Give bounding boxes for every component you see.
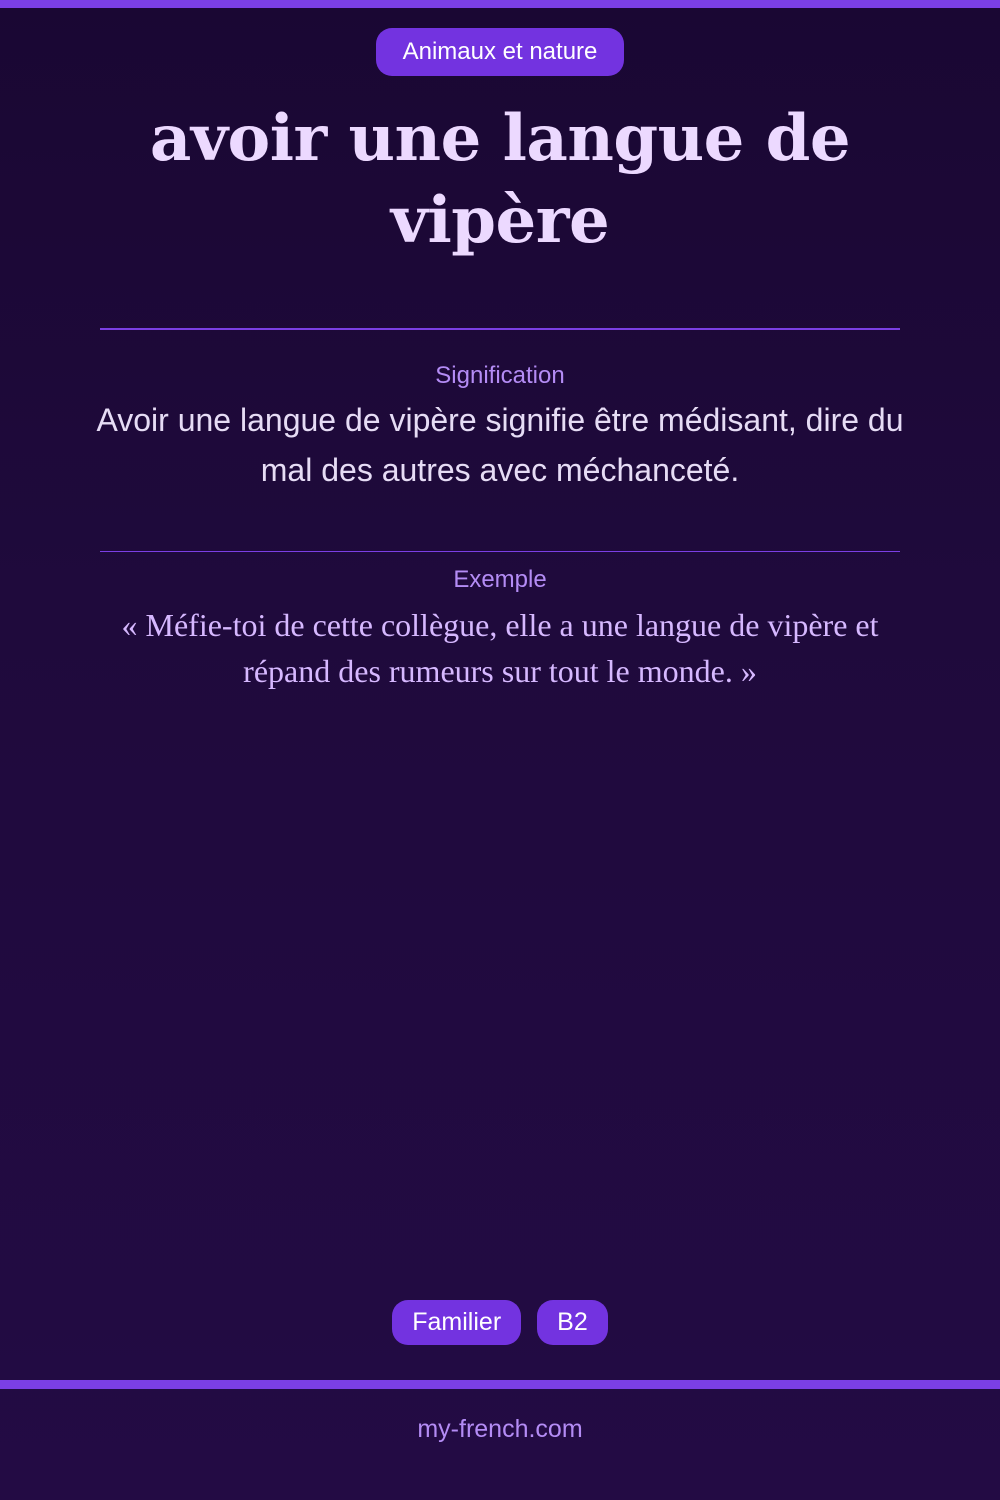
level-tag: B2 (537, 1300, 608, 1345)
tag-list (0, 1300, 1000, 1345)
section-divider (100, 551, 900, 552)
top-accent-bar (0, 0, 1000, 8)
example-label: Exemple (453, 566, 547, 593)
site-footer: my-french.com (417, 1415, 583, 1443)
expression-title: avoir une langue de vipère (149, 101, 851, 258)
bottom-accent-bar (0, 1380, 1000, 1389)
category-badge: Animaux et nature (376, 28, 624, 76)
example-text: « Méfie-toi de cette collègue, elle a une langue de vipère et répand des rumeurs sur tout le monde. » (121, 607, 879, 689)
register-tag: Familier (392, 1300, 521, 1345)
meaning-label: Signification (435, 362, 565, 389)
meaning-text: Avoir une langue de vipère signifie être médisant, dire du mal des autres avec méchanceté. (96, 402, 904, 488)
title-divider (100, 328, 900, 330)
